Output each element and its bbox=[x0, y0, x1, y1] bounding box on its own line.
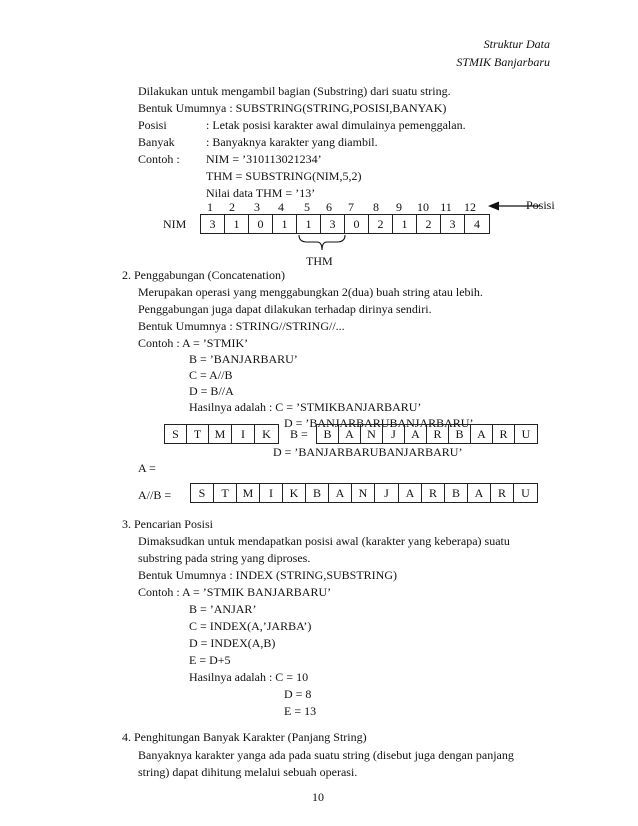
search-example-8: E = 13 bbox=[284, 704, 317, 718]
char-cell: K bbox=[262, 427, 271, 441]
char-cell: B bbox=[306, 484, 329, 502]
posisi-arrow-label: Posisi bbox=[526, 198, 555, 212]
nim-cell: 0 bbox=[345, 215, 369, 233]
search-example-5: E = D+5 bbox=[189, 653, 231, 667]
concat-title: 2. Penggabungan (Concatenation) bbox=[122, 268, 285, 282]
search-example-7: D = 8 bbox=[284, 687, 312, 701]
search-general-form: Bentuk Umumnya : INDEX (STRING,SUBSTRING) bbox=[138, 568, 397, 582]
char-cell: S bbox=[165, 425, 187, 443]
char-cell: U bbox=[521, 486, 530, 500]
b-equals-label: B = bbox=[290, 427, 308, 441]
header-institution: STMIK Banjarbaru bbox=[456, 55, 550, 69]
page-number: 10 bbox=[312, 790, 324, 804]
char-cell: M bbox=[237, 484, 260, 502]
concat-general-form: Bentuk Umumnya : STRING//STRING//... bbox=[138, 319, 345, 333]
concat-paragraph-2: Penggabungan juga dapat dilakukan terhadap dirinya sendiri. bbox=[138, 302, 432, 316]
concat-example-3: C = A//B bbox=[189, 368, 233, 382]
nim-cell: 3 bbox=[441, 215, 465, 233]
stmik-cells bbox=[164, 424, 279, 444]
substring-intro: Dilakukan untuk mengambil bagian (Substring) dari suatu string. bbox=[138, 84, 451, 98]
banyak-label: Banyak bbox=[138, 135, 175, 149]
concat-paragraph-1: Merupakan operasi yang menggabungkan 2(dua) buah string atau lebih. bbox=[138, 285, 483, 299]
char-cell: R bbox=[493, 425, 515, 443]
position-number: 1 bbox=[207, 200, 213, 214]
nim-cell: 1 bbox=[225, 215, 249, 233]
substring-example-3: Nilai data THM = ’13’ bbox=[206, 186, 316, 200]
nim-label: NIM bbox=[163, 217, 187, 231]
position-number: 7 bbox=[348, 200, 354, 214]
search-example-4: D = INDEX(A,B) bbox=[189, 636, 276, 650]
stmikbanjarbaru-cells bbox=[190, 483, 538, 503]
char-cell: S bbox=[191, 484, 214, 502]
brace-icon bbox=[297, 233, 347, 253]
position-number: 2 bbox=[229, 200, 235, 214]
position-number: 4 bbox=[278, 200, 284, 214]
contoh-label: Contoh : bbox=[138, 152, 180, 166]
banyak-desc: : Banyaknya karakter yang diambil. bbox=[206, 135, 378, 149]
position-number: 3 bbox=[254, 200, 260, 214]
a-concat-b-label: A//B = bbox=[138, 488, 172, 502]
concat-example-5: Hasilnya adalah : C = ’STMIKBANJARBARU’ bbox=[189, 400, 422, 414]
char-cell: A bbox=[329, 484, 352, 502]
char-cell: A bbox=[471, 425, 493, 443]
char-cell: N bbox=[352, 484, 375, 502]
concat-example-6: D = ’BANJARBARUBANJARBARU’ bbox=[284, 416, 474, 430]
char-cell: R bbox=[422, 484, 445, 502]
char-cell: N bbox=[361, 425, 383, 443]
nim-cell: 0 bbox=[249, 215, 273, 233]
char-cell: A bbox=[468, 484, 491, 502]
position-number: 6 bbox=[326, 200, 332, 214]
search-example-1: Contoh : A = ’STMIK BANJARBARU’ bbox=[138, 585, 332, 599]
position-number: 9 bbox=[396, 200, 402, 214]
position-number: 10 bbox=[417, 200, 429, 214]
nim-cell: 3 bbox=[201, 215, 225, 233]
char-cell: T bbox=[214, 484, 237, 502]
concat-example-4: D = B//A bbox=[189, 384, 234, 398]
a-equals-label: A = bbox=[138, 461, 156, 475]
nim-cell: 1 bbox=[273, 215, 297, 233]
nim-cells bbox=[200, 214, 490, 234]
char-cell: A bbox=[399, 484, 422, 502]
concat-example-1: Contoh : A = ’STMIK’ bbox=[138, 336, 249, 350]
char-cell: J bbox=[375, 484, 399, 502]
search-paragraph-1: Dimaksudkan untuk mendapatkan posisi awal (karakter yang keberapa) suatu bbox=[138, 534, 510, 548]
char-cell: A bbox=[405, 425, 427, 443]
thm-label: THM bbox=[306, 254, 333, 268]
search-example-6: Hasilnya adalah : C = 10 bbox=[189, 670, 309, 684]
search-title: 3. Pencarian Posisi bbox=[122, 517, 213, 531]
position-number: 5 bbox=[304, 200, 310, 214]
nim-cell: 3 bbox=[321, 215, 345, 233]
nim-cell: 1 bbox=[393, 215, 417, 233]
posisi-label: Posisi bbox=[138, 118, 167, 132]
char-cell: B bbox=[445, 484, 468, 502]
char-cell: J bbox=[383, 425, 405, 443]
char-cell: T bbox=[187, 425, 209, 443]
header-course: Struktur Data bbox=[483, 37, 550, 51]
row1-caption: D = ’BANJARBARUBANJARBARU’ bbox=[273, 445, 463, 459]
char-cell: A bbox=[339, 425, 361, 443]
char-cell: I bbox=[232, 425, 255, 443]
banjarbaru-cells bbox=[316, 424, 538, 444]
nim-cell: 4 bbox=[474, 217, 480, 231]
position-number: 11 bbox=[440, 200, 452, 214]
char-cell: U bbox=[521, 427, 531, 441]
position-number: 12 bbox=[464, 200, 476, 214]
search-paragraph-2: substring pada string yang diproses. bbox=[138, 551, 311, 565]
search-example-2: B = ’ANJAR’ bbox=[189, 602, 257, 616]
posisi-desc: : Letak posisi karakter awal dimulainya pemenggalan. bbox=[206, 118, 466, 132]
char-cell: B bbox=[317, 425, 339, 443]
position-number: 8 bbox=[373, 200, 379, 214]
char-cell: B bbox=[449, 425, 471, 443]
char-cell: I bbox=[260, 484, 283, 502]
search-example-3: C = INDEX(A,’JARBA’) bbox=[189, 619, 312, 633]
substring-general-form: Bentuk Umumnya : SUBSTRING(STRING,POSISI,BANYAK) bbox=[138, 101, 447, 115]
concat-example-2: B = ’BANJARBARU’ bbox=[189, 352, 298, 366]
length-paragraph-1: Banyaknya karakter yanga ada pada suatu string (disebut juga dengan panjang bbox=[138, 748, 514, 762]
length-title: 4. Penghitungan Banyak Karakter (Panjang String) bbox=[122, 730, 367, 744]
char-cell: K bbox=[283, 484, 306, 502]
length-paragraph-2: string) dapat dihitung melalui sebuah operasi. bbox=[138, 765, 358, 779]
char-cell: R bbox=[491, 484, 514, 502]
nim-cell: 2 bbox=[417, 215, 441, 233]
char-cell: M bbox=[209, 425, 232, 443]
substring-example-1: NIM = ’310113021234’ bbox=[206, 152, 322, 166]
char-cell: R bbox=[427, 425, 449, 443]
substring-example-2: THM = SUBSTRING(NIM,5,2) bbox=[206, 169, 362, 183]
nim-cell: 1 bbox=[297, 215, 321, 233]
nim-cell: 2 bbox=[369, 215, 393, 233]
